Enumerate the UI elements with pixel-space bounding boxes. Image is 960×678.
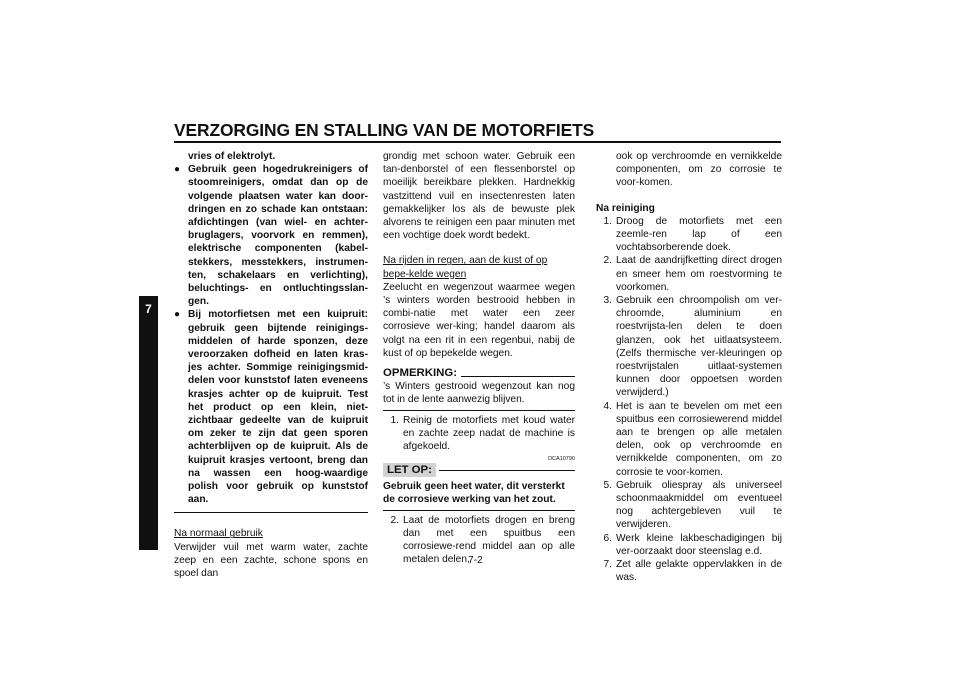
clean-step-6 <box>596 532 782 558</box>
column-2 <box>383 150 575 566</box>
clean-step-7 <box>596 558 782 584</box>
clean-step-5 <box>596 479 782 532</box>
step-text: Werk kleine lakbeschadigingen bij ver-oorzaakt door steenslag e.d. <box>616 532 782 557</box>
step-text: Droog de motorfiets met een zeemle-ren lap of een vochtabsorberende doek. <box>616 215 782 254</box>
column-3 <box>596 150 782 585</box>
step-text: Gebruik oliespray als universeel schoonmaakmiddel om eventueel nog achtergebleven vuil te verwijderen. <box>616 479 782 531</box>
warning-bullet-text: Gebruik geen hogedrukreinigers of stoomreinigers, omdat dan op de volgende plaatsen water kan door-dringen en zo schade kan ontstaan: afdichtingen (van wiel- en achter-bruglagers, voorvork en remmen), elektrische componenten (kabel-stekkers, messtekkers, instrumen-ten, schakelaars en verlichting), beluchtings- en ontluchtingsslan-gen. <box>188 164 368 308</box>
section-text-rain-coast: Zeelucht en wegenzout waarmee wegen ’s winters worden bestrooid hebben in combi-natie met water een zeer corrosieve wer-king; handel daarom als volgt na een rit in een regenbui, nabij de kust of op bepekelde wegen. <box>383 281 575 359</box>
step-number: 1. <box>603 215 612 227</box>
caution-label: LET OP: <box>383 463 436 477</box>
step-number: 1. <box>390 414 399 426</box>
clean-step-2 <box>596 254 782 294</box>
note-text: ’s Winters gestrooid wegenzout kan nog tot in de lente aanwezig blijven. <box>383 381 575 406</box>
note-label: OPMERKING: <box>383 367 458 380</box>
step-text: Zet alle gelakte oppervlakken in de was. <box>616 559 782 584</box>
column-1 <box>174 150 368 580</box>
warning-end-rule <box>174 512 368 513</box>
step-number: 5. <box>603 479 612 491</box>
bullet-icon: ● <box>174 309 181 321</box>
paragraph-continuation: grondig met schoon water. Gebruik een tan-denborstel of een flessenborstel op moeilijk bereikbare plekken. Hardnekkig vastzittend vuil en insectenresten laten gemakkelijker los als de bewuste plek alvorens te reinigen een paar minuten met een vochtige doek wordt bedekt. <box>383 151 575 242</box>
bullet-icon: ● <box>174 164 181 176</box>
section-heading-normal-use: Na normaal gebruik <box>174 528 263 540</box>
warning-bullet-1 <box>174 163 368 308</box>
rain-step-1 <box>383 414 575 454</box>
clean-step-1 <box>596 215 782 255</box>
caution-header <box>383 463 575 477</box>
note-rule <box>461 376 575 377</box>
note-header <box>383 367 575 380</box>
step-text: Het is aan te bevelen om met een spuitbus een corrosiewerend middel aan te brengen op alle metalen delen, ook op verchroomde en vernikkelde componenten, om zo corrosie te voor-komen. <box>616 400 782 478</box>
step-number: 2. <box>603 255 612 267</box>
step-text: Gebruik een chroompolish om ver-chroomde, aluminium en roestvrijsta-len delen te doen glanzen, ook het uitlaatsysteem. (Zelfs thermische ver-kleuringen op roestvrijstalen uitlaat-systemen kunnen door oppoetsen worden verwijderd.) <box>616 295 782 399</box>
step-continuation: ook op verchroomde en vernikkelde componenten, om zo corrosie te voor-komen. <box>616 151 782 189</box>
clean-step-4 <box>596 400 782 479</box>
warning-bullet-2 <box>174 308 368 506</box>
chapter-number: 7 <box>145 302 152 316</box>
step-number: 3. <box>603 295 612 307</box>
step-number: 7. <box>603 559 612 571</box>
step-number: 6. <box>603 532 612 544</box>
page-title: VERZORGING EN STALLING VAN DE MOTORFIETS <box>174 120 595 140</box>
warning-continuation: vries of elektrolyt. <box>188 151 276 162</box>
title-rule <box>174 141 781 143</box>
warning-bullet-text: Bij motorfietsen met een kuipruit: gebruik geen bijtende reinigings-middelen of harde sponzen, deze veroorzaken dofheid en laten kras-jes achter. Sommige reinigingsmid-delen voor kunststof laten eveneens krasjes achter op de kuipruit. Test het product op een klein, niet-zichtbaar gedeelte van de kuipruit om zeker te zijn dat geen sporen achterblijven op de kuipruit. Als de kuipruit krasjes vertoont, breng dan na wassen een hoog-waardige polish voor gebruik op kunststof aan. <box>188 309 368 506</box>
clean-step-3 <box>596 294 782 400</box>
caution-text: Gebruik geen heet water, dit versterkt de corrosieve werking van het zout. <box>383 481 565 506</box>
section-heading-rain-coast: Na rijden in regen, aan de kust of op bepe-kelde wegen <box>383 255 548 280</box>
chapter-tab <box>139 296 158 550</box>
note-end-rule <box>383 410 575 411</box>
step-text: Reinig de motorfiets met koud water en zachte zeep nadat de machine is afgekoeld. <box>403 414 575 453</box>
caution-rule <box>439 470 575 471</box>
step-text: Laat de motorfiets drogen en breng dan met een spuitbus een corrosiewe-rend middel aan op alle metalen delen, <box>403 514 575 566</box>
page-number: 7-2 <box>468 555 483 566</box>
section-text-normal-use: Verwijder vuil met warm water, zachte zeep en een zachte, schone spons en spoel dan <box>174 541 368 580</box>
section-heading-after-cleaning: Na reiniging <box>596 202 655 214</box>
caution-end-rule <box>383 510 575 511</box>
step-number: 4. <box>603 400 612 412</box>
step-number: 2. <box>390 514 399 526</box>
step-text: Laat de aandrijfketting direct drogen en smeer hem om roestvorming te voorkomen. <box>616 255 782 293</box>
reference-code: DCA10790 <box>548 456 575 463</box>
